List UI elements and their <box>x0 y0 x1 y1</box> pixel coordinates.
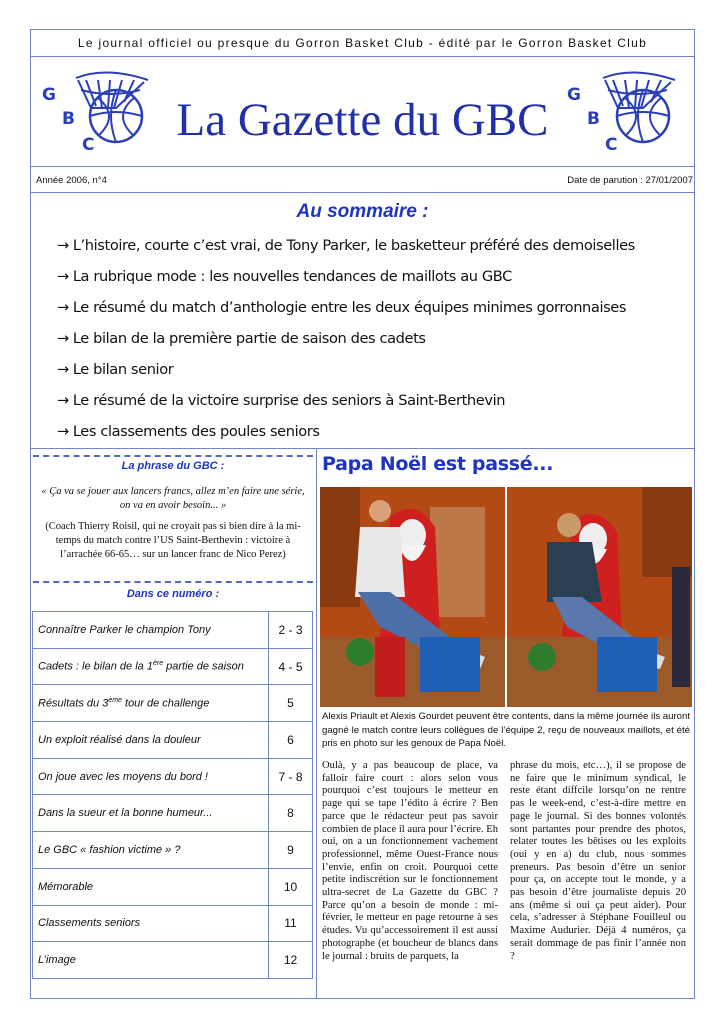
index-label-text: Cadets : le bilan de la 1 <box>38 660 153 673</box>
sommaire-list <box>57 235 635 452</box>
index-table <box>32 611 313 979</box>
index-label-superscript: ème <box>108 696 122 704</box>
arrow-right-icon: → <box>57 299 69 316</box>
index-label-superscript: ère <box>152 660 164 668</box>
index-label <box>33 685 269 722</box>
index-page: 11 <box>269 905 313 942</box>
index-row <box>33 612 313 649</box>
sommaire-title: Au sommaire : <box>296 201 429 222</box>
index-page: 6 <box>269 722 313 759</box>
sommaire-item-label: Le bilan senior <box>72 361 174 378</box>
index-label <box>33 868 269 905</box>
index-label <box>33 832 269 869</box>
article-column-2: phrase du mois, etc…), il se propose de ne faire que le minimum syndical, le reste étant diffcile lorsqu’on ne rentre pas le week-end, c’est-à-dire mettre en page le journal. Si des bonnes volontés sont partantes pour prendre des photos, relater toutes les bêtises ou les exploits (oui y en a) du club, nous sommes preneurs. Pas besoin d’être un senior pour ça, on accepte tout le monde, y a pas besoin d’être journaliste depuis 20 ans (même si oui ça peut aider). Pour cela, s’adresser à Stéphane Fouilleul ou Maxime Audurier. Déjà 4 numéros, ça serait dommage de pas finir l’année non ? <box>510 760 686 962</box>
index-label <box>33 905 269 942</box>
arrow-right-icon: → <box>57 423 69 440</box>
index-label-text: partie de saison <box>163 660 244 673</box>
sommaire-item-label: La rubrique mode : les nouvelles tendances de maillots au GBC <box>72 268 512 285</box>
sommaire-item-label: Le bilan de la première partie de saison des cadets <box>72 330 426 347</box>
logo-letter-b: B <box>587 109 600 129</box>
index-page: 10 <box>269 868 313 905</box>
index-page: 5 <box>269 685 313 722</box>
article-column-1: Oulà, y a pas beaucoup de place, va falloir faire court : alors selon vous pourquoi c’est toujours le metteur en page qui se tape l’édito à écrire ? Ben parce que le rédacteur peut pas savoir combien de place il aura pour l’écrire. Eh oui, on a un fonctionnement vachement professionnel, même Ouest-France nous l’envie, enfin on croit. Pourquoi cette petite indiscrétion sur le fonctionnement ultra-secret de La Gazette du GBC ? Parce qu’on a besoin de monde : mi-février, le metteur en page retourne à ses études. Vu qu’accessoirement il est aussi photographe (et boucheur de blancs dans le journal : bruits de parquets, la <box>322 760 498 962</box>
index-row <box>33 722 313 759</box>
phrase-quote: « Ça va se jouer aux lancers francs, allez m’en faire une série, on va en avoir besoin... » <box>41 486 305 511</box>
divider <box>30 192 695 193</box>
column-divider <box>316 449 317 999</box>
sommaire-item-label: Les classements des poules seniors <box>72 423 320 440</box>
gbc-logo-right <box>563 68 683 158</box>
dashed-divider <box>33 581 313 583</box>
phrase-title: La phrase du GBC : <box>121 460 225 472</box>
sommaire-item <box>57 359 635 390</box>
index-label <box>33 758 269 795</box>
sommaire-item-label: Le résumé de la victoire surprise des seniors à Saint-Berthevin <box>72 392 506 409</box>
photo-santa-left <box>320 487 505 707</box>
index-page: 12 <box>269 942 313 979</box>
sommaire-item <box>57 297 635 328</box>
sommaire-item <box>57 421 635 452</box>
masthead-title: La Gazette du GBC <box>176 94 549 146</box>
index-label-text: L’image <box>38 954 76 967</box>
sommaire-item-label: L’histoire, courte c’est vrai, de Tony Parker, le basketteur préféré des demoiselles <box>72 237 635 254</box>
index-row <box>33 832 313 869</box>
sommaire-item <box>57 390 635 421</box>
index-label-text: Un exploit réalisé dans la douleur <box>38 733 201 746</box>
index-row <box>33 648 313 685</box>
tagline: Le journal officiel ou presque du Gorron Basket Club - édité par le Gorron Basket Club <box>77 36 648 50</box>
divider <box>30 166 695 167</box>
index-label <box>33 648 269 685</box>
index-row <box>33 905 313 942</box>
logo-letter-g: G <box>567 85 581 105</box>
article-title: Papa Noël est passé... <box>322 453 554 475</box>
index-label-text: On joue avec les moyens du bord ! <box>38 770 208 783</box>
index-label <box>33 795 269 832</box>
gbc-logo-left <box>36 68 156 158</box>
index-row <box>33 685 313 722</box>
index-row <box>33 868 313 905</box>
index-label <box>33 722 269 759</box>
index-label-text: Résultats du 3 <box>38 697 109 710</box>
logo-letter-c: C <box>82 135 95 155</box>
arrow-right-icon: → <box>57 330 69 347</box>
sommaire-item <box>57 266 635 297</box>
index-page: 4 - 5 <box>269 648 313 685</box>
dashed-divider <box>33 455 313 457</box>
sommaire-item <box>57 328 635 359</box>
index-label-text: Connaître Parker le champion Tony <box>38 623 211 636</box>
index-row <box>33 942 313 979</box>
phrase-attribution: (Coach Thierry Roisil, qui ne croyait pas si bien dire à la mi-temps du match contre l’US Saint-Berthevin : victoire à l’arrachée 66-65… sur un lancer franc de Nico Perez) <box>45 521 301 560</box>
index-label-text: tour de challenge <box>121 697 210 710</box>
index-page: 8 <box>269 795 313 832</box>
index-label-text: Classements seniors <box>38 917 141 930</box>
index-page: 9 <box>269 832 313 869</box>
publication-date: Date de parution : 27/01/2007 <box>567 175 693 186</box>
index-label-text: Le GBC « fashion victime » ? <box>38 843 181 856</box>
arrow-right-icon: → <box>57 392 69 409</box>
sommaire-item <box>57 235 635 266</box>
divider <box>30 56 695 57</box>
logo-letter-g: G <box>42 85 56 105</box>
photo-caption: Alexis Priault et Alexis Gourdet peuvent être contents, dans la même journée ils auront gagné le match contre leurs collègues de l’équipe 2, reçu de nouveaux maillots, et été pris en photo sur les genoux de Papa Noël. <box>322 711 690 749</box>
index-label-text: Dans la sueur et la bonne humeur... <box>38 807 213 820</box>
index-label <box>33 942 269 979</box>
arrow-right-icon: → <box>57 361 69 378</box>
index-title: Dans ce numéro : <box>126 588 220 600</box>
photo-santa-right <box>507 487 692 707</box>
index-label <box>33 612 269 649</box>
arrow-right-icon: → <box>57 268 69 285</box>
index-row <box>33 758 313 795</box>
logo-letter-c: C <box>605 135 618 155</box>
index-page: 7 - 8 <box>269 758 313 795</box>
index-page: 2 - 3 <box>269 612 313 649</box>
index-label-text: Mémorable <box>38 880 94 893</box>
issue-number: Année 2006, n°4 <box>36 175 107 186</box>
sommaire-item-label: Le résumé du match d’anthologie entre les deux équipes minimes gorronnaises <box>72 299 627 316</box>
logo-letter-b: B <box>62 109 75 129</box>
arrow-right-icon: → <box>57 237 69 254</box>
index-row <box>33 795 313 832</box>
